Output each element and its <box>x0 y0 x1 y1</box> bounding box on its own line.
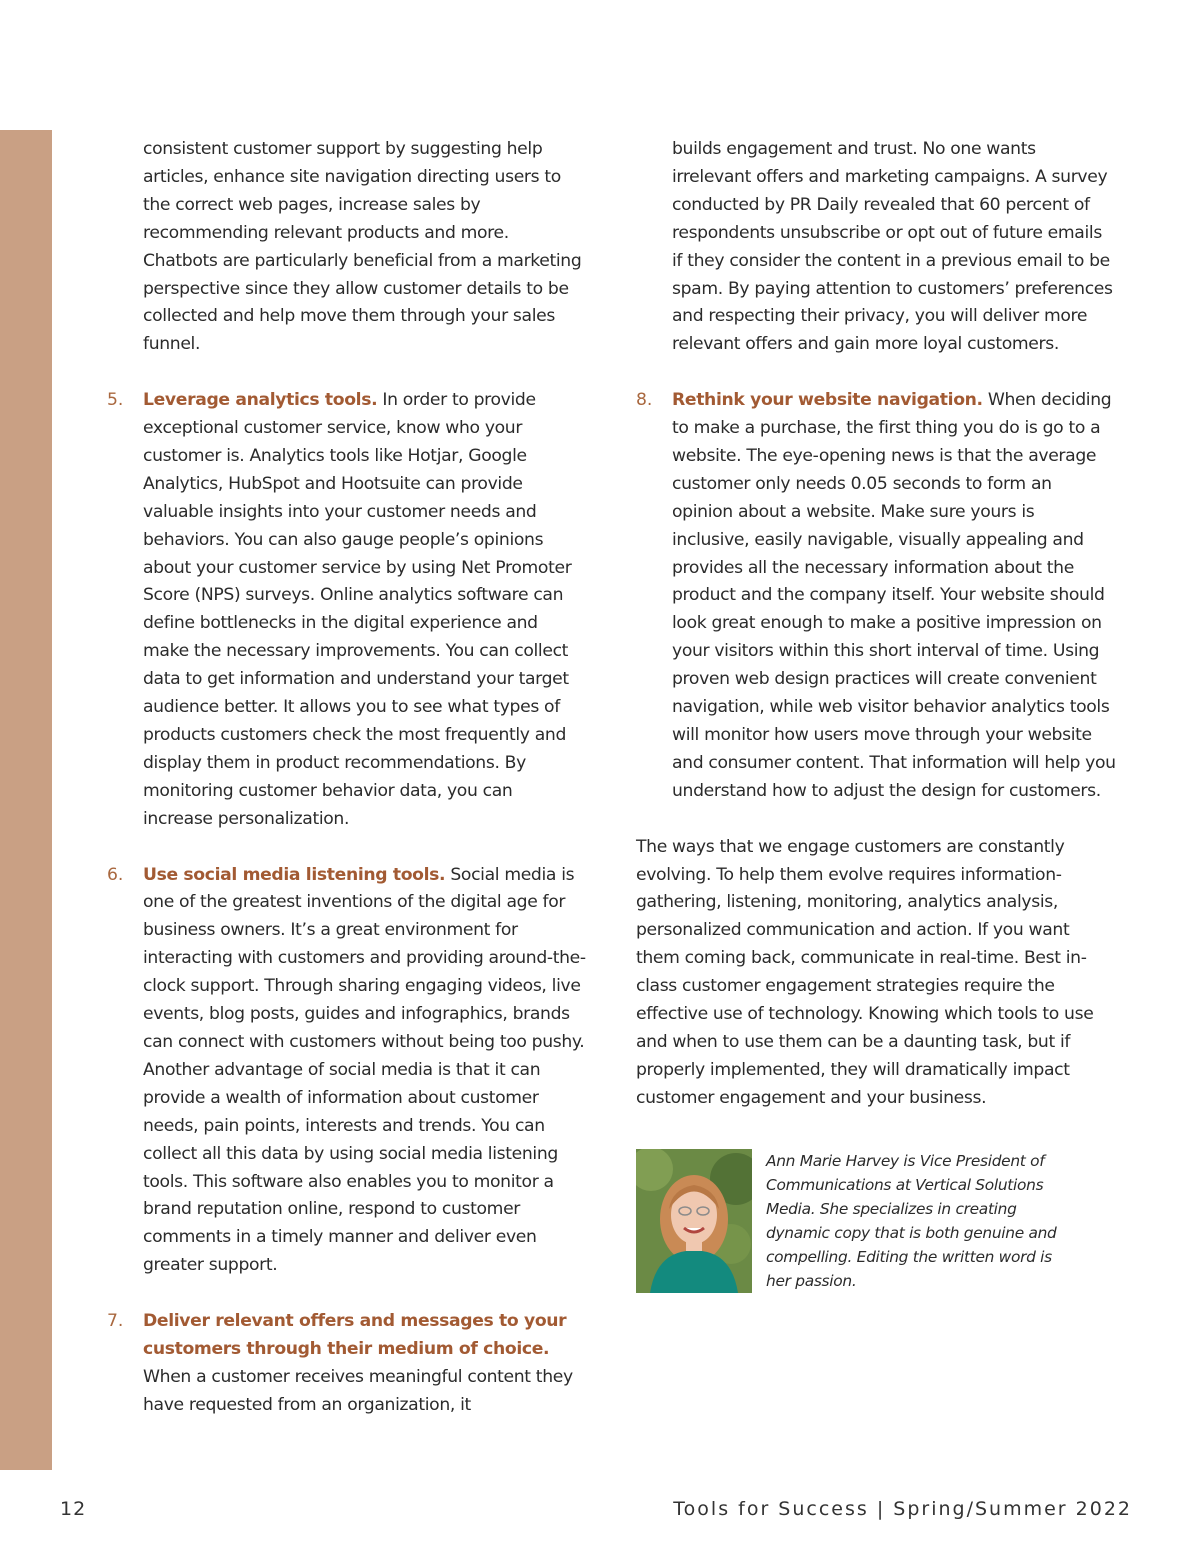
list-number: 6. <box>107 864 124 885</box>
list-number: 8. <box>636 390 653 411</box>
list-item-6 <box>107 862 587 1281</box>
item-heading: Leverage analytics tools. <box>143 390 378 411</box>
decorative-side-bar <box>0 130 52 1470</box>
author-bio <box>636 1149 1116 1299</box>
item-body: When a customer receives meaningful content they have requested from an organization, it <box>143 1366 573 1415</box>
list-item-5 <box>107 387 587 834</box>
author-photo <box>636 1149 752 1293</box>
author-bio-text: Ann Marie Harvey is Vice President of Communications at Vertical Solutions Media. She specializes in creating dynamic copy that is both genuine and compelling. Editing the written word is her passion. <box>766 1151 1057 1291</box>
closing-paragraph: The ways that we engage customers are constantly evolving. To help them evolve requires information-gathering, listening, monitoring, analytics analysis, personalized communication and action. If you want them coming back, communicate in real-time. Best in-class customer engagement strategies require the effective use of technology. Knowing which tools to use and when to use them can be a daunting task, but if properly implemented, they will dramatically impact customer engagement and your business. <box>636 836 1094 1108</box>
item-heading: Use social media listening tools. <box>143 864 446 885</box>
list-item-8 <box>636 387 1116 806</box>
page-number: 12 <box>60 1498 87 1520</box>
publication-footer: Tools for Success | Spring/Summer 2022 <box>673 1498 1132 1520</box>
list-item-7 <box>107 1308 587 1420</box>
list-number: 5. <box>107 390 124 411</box>
item-body: Social media is one of the greatest inventions of the digital age for business owners. It’s a great environment for interacting with customers and providing around-the-clock support. Through sharing engaging videos, live events, blog posts, guides and infographics, brands can connect with customers without being too pushy. Another advantage of social media is that it can provide a wealth of information about customer needs, pain points, interests and trends. You can collect all this data by using social media listening tools. This software also enables you to monitor a brand reputation online, respond to customer comments in a timely manner and deliver even greater support. <box>143 864 586 1276</box>
intro-paragraph: consistent customer support by suggesting help articles, enhance site navigation directing users to the correct web pages, increase sales by recommending relevant products and more. Chatbots are particularly beneficial from a marketing perspective since they allow customer details to be collected and help move them through your sales funnel. <box>143 139 582 355</box>
right-column <box>636 136 1116 1299</box>
item-body: In order to provide exceptional customer service, know who your customer is. Analytics tools like Hotjar, Google Analytics, HubSpot and Hootsuite can provide valuable insights into your customer needs and behaviors. You can also gauge people’s opinions about your customer service by using Net Promoter Score (NPS) surveys. Online analytics software can define bottlenecks in the digital experience and make the necessary improvements. You can collect data to get information and understand your target audience better. It allows you to see what types of products customers check the most frequently and display them in product recommendations. By monitoring customer behavior data, you can increase personalization. <box>143 390 572 829</box>
continuation-paragraph: builds engagement and trust. No one wants irrelevant offers and marketing campaigns. A survey conducted by PR Daily revealed that 60 percent of respondents unsubscribe or opt out of future emails if they consider the content in a previous email to be spam. By paying attention to customers’ preferences and respecting their privacy, you will deliver more relevant offers and gain more loyal customers. <box>672 139 1113 355</box>
list-number: 7. <box>107 1311 124 1332</box>
item-heading: Deliver relevant offers and messages to your customers through their medium of choice. <box>143 1311 567 1359</box>
left-column <box>107 136 587 1420</box>
item-body: When deciding to make a purchase, the first thing you do is go to a website. The eye-opening news is that the average customer only needs 0.05 seconds to form an opinion about a website. Make sure yours is inclusive, easily navigable, visually appealing and provides all the necessary information about the product and the company itself. Your website should look great enough to make a positive impression on your visitors within this short interval of time. Using proven web design practices will create convenient navigation, while web visitor behavior analytics tools will monitor how users move through your website and consumer content. That information will help you understand how to adjust the design for customers. <box>672 390 1116 801</box>
item-heading: Rethink your website navigation. <box>672 390 983 411</box>
